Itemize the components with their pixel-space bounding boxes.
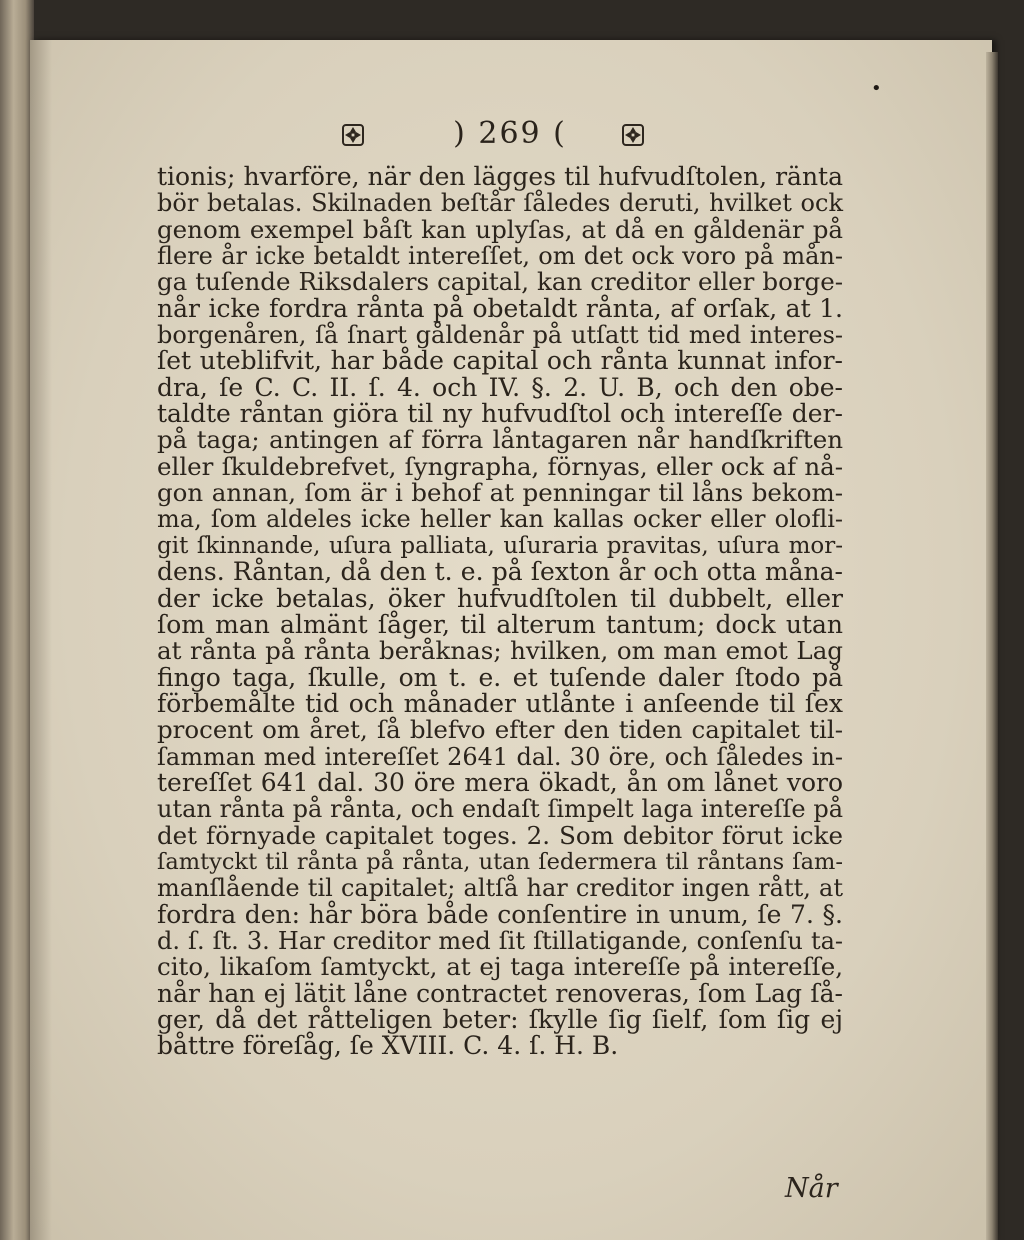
text-line: det förnyade capitalet toges. 2. Som debitor förut icke [157,820,843,850]
text-line: ſet uteblifvit, har både capital och rånta kunnat infor- [157,346,843,376]
text-line: tionis; hvarföre, när den lägges til hufvudſtolen, ränta [157,162,843,191]
text-line: manſlående til capitalet; altſå har creditor ingen rått, at [157,874,843,903]
fleuron-ornament-icon [620,122,646,148]
text-line: ſamtyckt til rånta på rånta, utan ſedermera til råntans ſam- [157,848,843,875]
text-line: git ſkinnande, uſura palliata, uſuraria pravitas, uſura mor- [157,532,843,559]
text-line: borgenåren, ſå ſnart gåldenår på utſatt tid med interes- [157,321,843,350]
page-header [30,114,992,154]
text-line: eller ſkuldebrefvet, ſyngrapha, förnyas, eller ock af nå- [157,451,843,481]
text-line: fordra den: hår böra både conſentire in unum, ſe 7. §. [157,899,843,929]
text-line: utan rånta på rånta, och endaſt ſimpelt laga intereſſe på [157,795,843,824]
text-line: at rånta på rånta beråknas; hvilken, om man emot Lag [157,636,843,666]
text-line: flere år icke betaldt intereſſet, om det ock voro på mån- [157,242,843,271]
text-line: når icke fordra rånta på obetaldt rånta, af orſak, at 1. [157,293,843,323]
body-text [157,164,843,1060]
text-line: ger, då det råtteligen beter: ſkylle ſig ſielf, ſom ſig ej [157,1005,843,1034]
text-line: der icke betalas, öker hufvudſtolen til dubbelt, eller [157,583,843,613]
text-line: genom exempel båſt kan uplyſas, at då en gåldenär på [157,214,843,244]
text-line: dra, ſe C. C. II. ſ. 4. och IV. §. 2. U. B, och den obe- [157,372,843,402]
text-line: fingo taga, ſkulle, om t. e. et tuſende daler ſtodo på [157,662,843,692]
catchword: Når [785,1173,838,1204]
text-line: ma, ſom aldeles icke heller kan kallas ocker eller olofli- [157,505,843,534]
book-page [30,40,992,1240]
text-line: tereſſet 641 dal. 30 öre mera ökadt, ån om lånet voro [157,767,843,797]
edge-mark: • [871,78,882,99]
text-line: dens. Råntan, då den t. e. på ſexton år och otta måna- [157,557,843,587]
fleuron-ornament-icon [340,122,366,148]
text-line: gon annan, ſom är i behof at penningar til låns bekom- [157,478,843,508]
text-line: d. ſ. ſt. 3. Har creditor med ſit ſtillatigande, conſenſu ta- [157,926,843,955]
page-right-edge [986,52,998,1240]
page-number: ) 269 ( [453,116,567,151]
text-line: cito, likaſom ſamtyckt, at ej taga intereſſe på intereſſe, [157,952,843,982]
text-line: procent om året, ſå blefvo efter den tiden capitalet til- [157,715,843,745]
text-line: når han ej lätit låne contractet renoveras, ſom Lag ſå- [157,978,843,1008]
text-line: ſamman med intereſſet 2641 dal. 30 öre, och ſåledes in- [157,742,843,771]
text-line: båttre föreſåg, ſe XVIII. C. 4. ſ. H. B. [157,1031,619,1061]
text-line: på taga; antingen af förra låntagaren når handſkriften [157,425,843,455]
gutter-shadow [30,40,52,1240]
text-line: ſom man almänt ſåger, til alterum tantum; dock utan [157,609,843,639]
text-line: taldte råntan giöra til ny hufvudſtol och intereſſe der- [157,399,843,429]
left-page-edge [0,0,34,1240]
text-line: bör betalas. Skilnaden beſtår ſåledes deruti, hvilket ock [157,189,843,218]
text-line: ga tuſende Riksdalers capital, kan creditor eller borge- [157,267,843,297]
text-line: förbemålte tid och månader utlånte i anſeende til ſex [157,688,843,718]
